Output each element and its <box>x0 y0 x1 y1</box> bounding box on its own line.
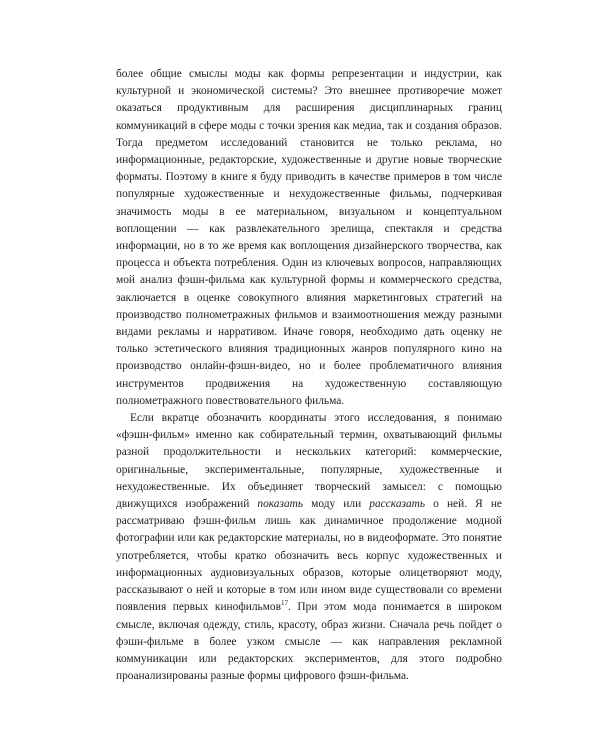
emphasis-tell: рассказать <box>369 498 426 511</box>
footnote-reference[interactable]: 17 <box>280 599 288 608</box>
book-page-body <box>116 66 502 685</box>
emphasis-show: показать <box>257 498 304 511</box>
paragraph-2-text-b: моду или <box>303 498 370 511</box>
paragraph-2-text-a: Если вкратце обозначить координаты этого исследования, я понимаю «фэшн-фильм» именно как собирательный термин, охватывающий фильмы разной продолжительности и нескольких категорий: коммерческие, оригинальные, экспериментальные, популярные, художественные и нехудожественные. Их объединяет творческий замысел: с помощью движущихся изображений <box>116 412 502 511</box>
paragraph-2-text-c: о ней. Я не рассматриваю фэшн-фильм лишь как динамичное продолжение модной фотографии или как редакторские материалы, но в видеоформате. Это понятие употребляется, чтобы кратко обозначить весь корпус художественных и информационных аудиовизуальных образов, которые олицетворяют моду, рассказывают о ней и которые в том или ином виде существовали со времени появления первых кинофильмов <box>116 498 502 614</box>
paragraph-1: более общие смыслы моды как формы репрезентации и индустрии, как культурной и экономической системы? Это внешнее противоречие может оказаться продуктивным для расширения дисциплинарных границ коммуникаций в сфере моды с точки зрения как медиа, так и создания образов. Тогда предметом исследований становится не только реклама, но информационные, редакторские, художественные и другие новые творческие форматы. Поэтому в книге я буду приводить в качестве примеров в том числе популярные художественные и нехудожественные фильмы, подчеркивая значимость моды в ее материальном, визуальном и концептуальном воплощении — как развлекательного зрелища, спектакля и средства информации, но в то же время как воплощения дизайнерского творчества, как процесса и объекта потребления. Один из ключевых вопросов, направляющих мой анализ фэшн-фильма как культурной формы и коммерческого средства, заключается в оценке совокупного влияния маркетинговых стратегий на производство полнометражных фильмов и взаимоотношения между разными видами рекламы и нарративом. Иначе говоря, необходимо дать оценку не только эстетического влияния традиционных жанров популярного кино на производство онлайн-фэшн-видео, но и более проблематичного влияния инструментов продвижения на художественную составляющую полнометражного повествовательного фильма. <box>116 68 502 407</box>
paragraph-2-text-d: . При этом мода понимается в широком смысле, включая одежду, стиль, красоту, образ жизни. Сначала речь пойдет о фэшн-фильме в более узком смысле — как направления рекламной коммуникации или редакторских экспериментов, для этого подробно проанализированы разные формы цифрового фэшн-фильма. <box>116 601 502 683</box>
paragraph-2 <box>116 410 502 685</box>
